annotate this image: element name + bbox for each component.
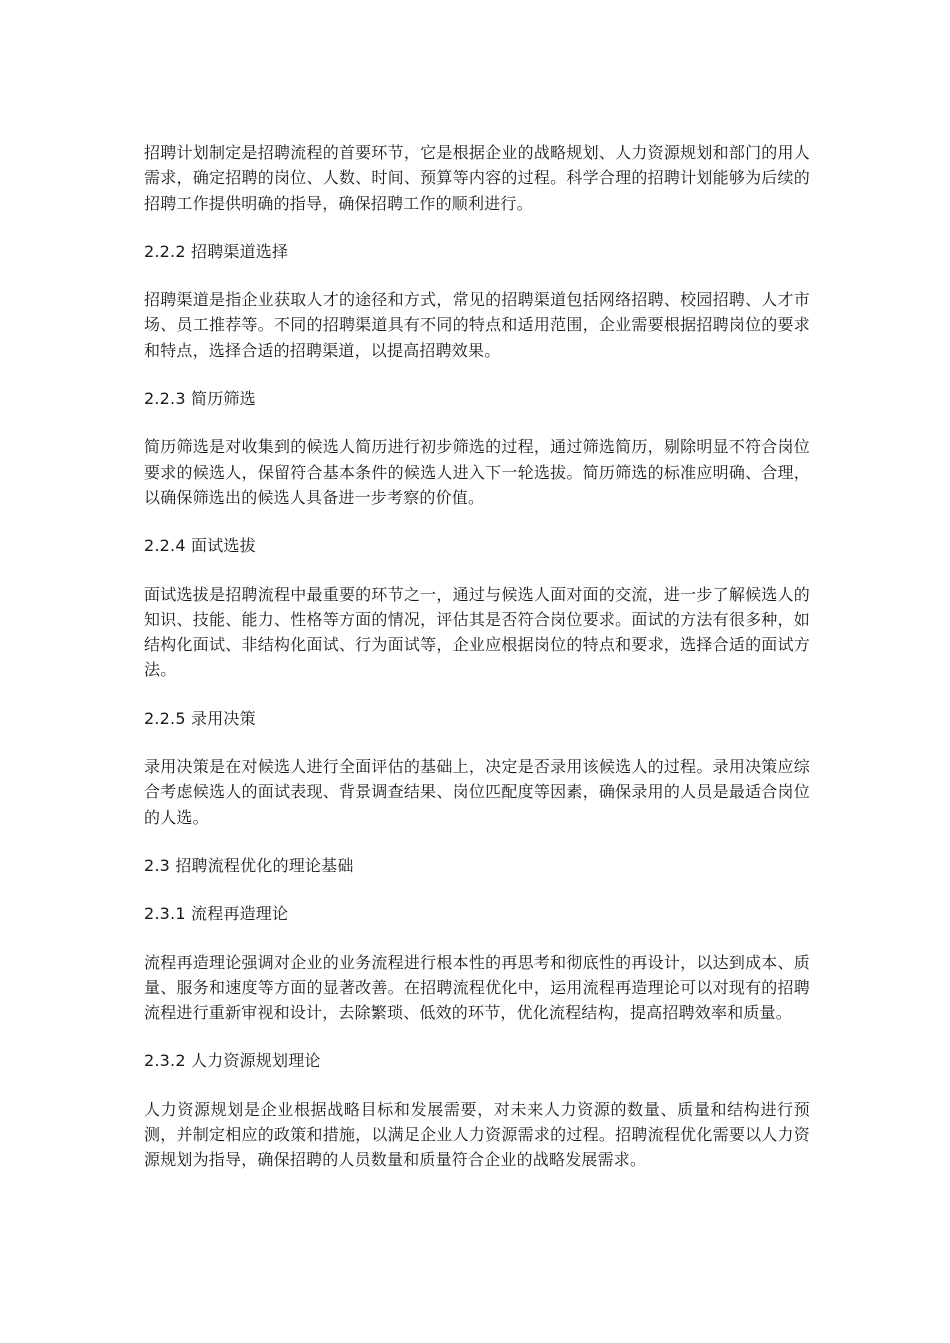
heading-2-2-3: 2.2.3 简历筛选 bbox=[144, 389, 256, 409]
paragraph-hiring-decision: 录用决策是在对候选人进行全面评估的基础上，决定是否录用该候选人的过程。录用决策应综合考虑候选人的面试表现、背景调查结果、岗位匹配度等因素，确保录用的人员是最适合岗位的人选。 bbox=[144, 757, 810, 827]
heading-2-2-5: 2.2.5 录用决策 bbox=[144, 708, 256, 728]
paragraph-hr-planning: 人力资源规划是企业根据战略目标和发展需要，对未来人力资源的数量、质量和结构进行预测，并制定相应的政策和措施，以满足企业人力资源需求的过程。招聘流程优化需要以人力资源规划为指导，确保招聘的人员数量和质量符合企业的战略发展需求。 bbox=[144, 1099, 810, 1170]
heading-2-3-1: 2.3.1 流程再造理论 bbox=[144, 904, 289, 924]
paragraph-recruitment-plan: 招聘计划制定是招聘流程的首要环节，它是根据企业的战略规划、人力资源规划和部门的用人需求，确定招聘的岗位、人数、时间、预算等内容的过程。科学合理的招聘计划能够为后续的招聘工作提供明确的指导，确保招聘工作的顺利进行。 bbox=[144, 143, 810, 213]
document-page bbox=[144, 140, 810, 1173]
heading-2-2-4: 2.2.4 面试选拔 bbox=[144, 536, 256, 556]
heading-2-2-2: 2.2.2 招聘渠道选择 bbox=[144, 241, 289, 261]
paragraph-interview-selection: 面试选拔是招聘流程中最重要的环节之一，通过与候选人面对面的交流，进一步了解候选人的知识、技能、能力、性格等方面的情况，评估其是否符合岗位要求。面试的方法有很多种，如结构化面试、非结构化面试、行为面试等，企业应根据岗位的特点和要求，选择合适的面试方法。 bbox=[144, 584, 810, 680]
paragraph-process-reengineering: 流程再造理论强调对企业的业务流程进行根本性的再思考和彻底性的再设计，以达到成本、质量、服务和速度等方面的显著改善。在招聘流程优化中，运用流程再造理论可以对现有的招聘流程进行重新审视和设计，去除繁琐、低效的环节，优化流程结构，提高招聘效率和质量。 bbox=[144, 952, 810, 1023]
paragraph-resume-screening: 简历筛选是对收集到的候选人简历进行初步筛选的过程，通过筛选简历，剔除明显不符合岗位要求的候选人，保留符合基本条件的候选人进入下一轮选拔。简历筛选的标准应明确、合理，以确保筛选出的候选人具备进一步考察的价值。 bbox=[144, 437, 810, 507]
paragraph-recruitment-channels: 招聘渠道是指企业获取人才的途径和方式，常见的招聘渠道包括网络招聘、校园招聘、人才市场、员工推荐等。不同的招聘渠道具有不同的特点和适用范围，企业需要根据招聘岗位的要求和特点，选择合适的招聘渠道，以提高招聘效果。 bbox=[144, 290, 810, 360]
heading-2-3-2: 2.3.2 人力资源规划理论 bbox=[144, 1051, 321, 1071]
heading-2-3: 2.3 招聘流程优化的理论基础 bbox=[144, 855, 354, 875]
